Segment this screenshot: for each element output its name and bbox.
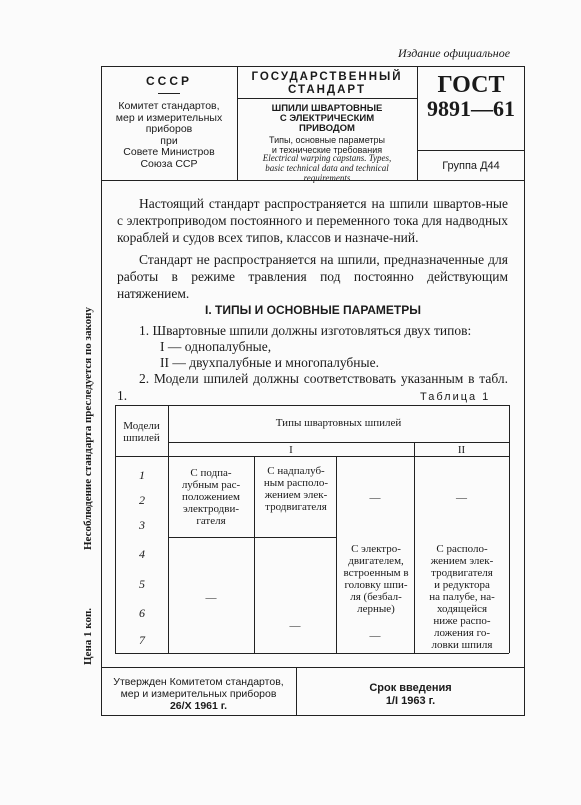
cell-type-i-above-deck: С надпалуб- ным располо- жением элек- тродвигателя [263, 465, 329, 513]
country: СССР [145, 74, 192, 88]
law-notice: Несоблюдение стандарта преследуется по закону [82, 307, 94, 550]
committee-name: Комитет стандартов, мер и измерительных приборов при Совете Министров Союза ССР [115, 100, 223, 170]
price-label: Цена 1 коп. [82, 607, 94, 665]
approval-note: Утвержден Комитетом стандартов, мер и измерительных приборов 26/X 1961 г. [113, 676, 284, 712]
standard-title: ШПИЛИ ШВАРТОВНЫЕ С ЭЛЕКТРИЧЕСКИМ ПРИВОДОМ [271, 103, 383, 134]
cell-type-i-under-deck: С подпа- лубным рас- положением электродви- гателя [181, 467, 241, 527]
effective-date: Срок введения 1/I 1963 г. [369, 682, 452, 707]
standard-title-en: Electrical warping capstans. Types, basic technical data and technical requirements [262, 153, 392, 183]
gost-label: ГОСТ [437, 72, 505, 98]
cell-type-ii: С располо- жением элек- тродвигателя и редуктора на палубе, на- ходящейся ниже распо- ложения го- ловки шпиля [429, 543, 495, 651]
cell-dash: — [369, 492, 381, 504]
standard-subtitle: Типы, основные параметры и технические требования [268, 135, 386, 155]
table-caption: Таблица 1 [420, 391, 491, 403]
types-header: Типы швартовных шпилей [275, 417, 402, 429]
model-number: 4 [139, 547, 145, 561]
clause-1-type-i: I — однопалубные, [160, 339, 272, 354]
clause-1: 1. Швартовные шпили должны изготовляться двух типов: [139, 323, 472, 338]
model-number: 3 [139, 518, 145, 532]
model-number: 6 [139, 606, 145, 620]
model-number: 7 [139, 633, 145, 647]
cell-dash: — [289, 620, 301, 632]
edition-note: Издание официальное [398, 46, 511, 60]
cell-dash: — [456, 492, 467, 504]
gost-number: 9891—61 [427, 96, 515, 121]
section-title: I. ТИПЫ И ОСНОВНЫЕ ПАРАМЕТРЫ [204, 303, 422, 317]
cell-type-i-built-in: С электро- двигателем, встроенным в головку шпи- ля (безбал- лерные) [343, 543, 409, 615]
models-header: Модели шпилей [123, 420, 160, 444]
group-code: Группа Д44 [442, 160, 500, 172]
state-standard: ГОСУДАРСТВЕННЫЙ СТАНДАРТ [251, 71, 403, 96]
clause-2: 2. Модели шпилей должны соответствовать указанным в табл. 1. [117, 371, 508, 403]
cell-dash: — [369, 630, 381, 642]
cell-dash: — [205, 592, 217, 604]
clause-1-type-ii: II — двухпалубные и многопалубные. [160, 355, 379, 370]
type-i-header: I [289, 444, 293, 456]
model-number: 1 [139, 468, 145, 482]
model-number: 2 [139, 493, 145, 507]
model-number: 5 [139, 577, 145, 591]
intro-paragraph-2: Стандарт не распространяется на шпили, предназначенные для работы в режиме травления под постоянно действующим натяжением. [117, 252, 508, 301]
intro-paragraph-1: Настоящий стандарт распространяется на шпили швартов-ные с электроприводом постоянного и переменного тока для надводных кораблей и судов всех типов, классов и назначе-ний. [117, 196, 508, 245]
type-ii-header: II [457, 444, 466, 456]
